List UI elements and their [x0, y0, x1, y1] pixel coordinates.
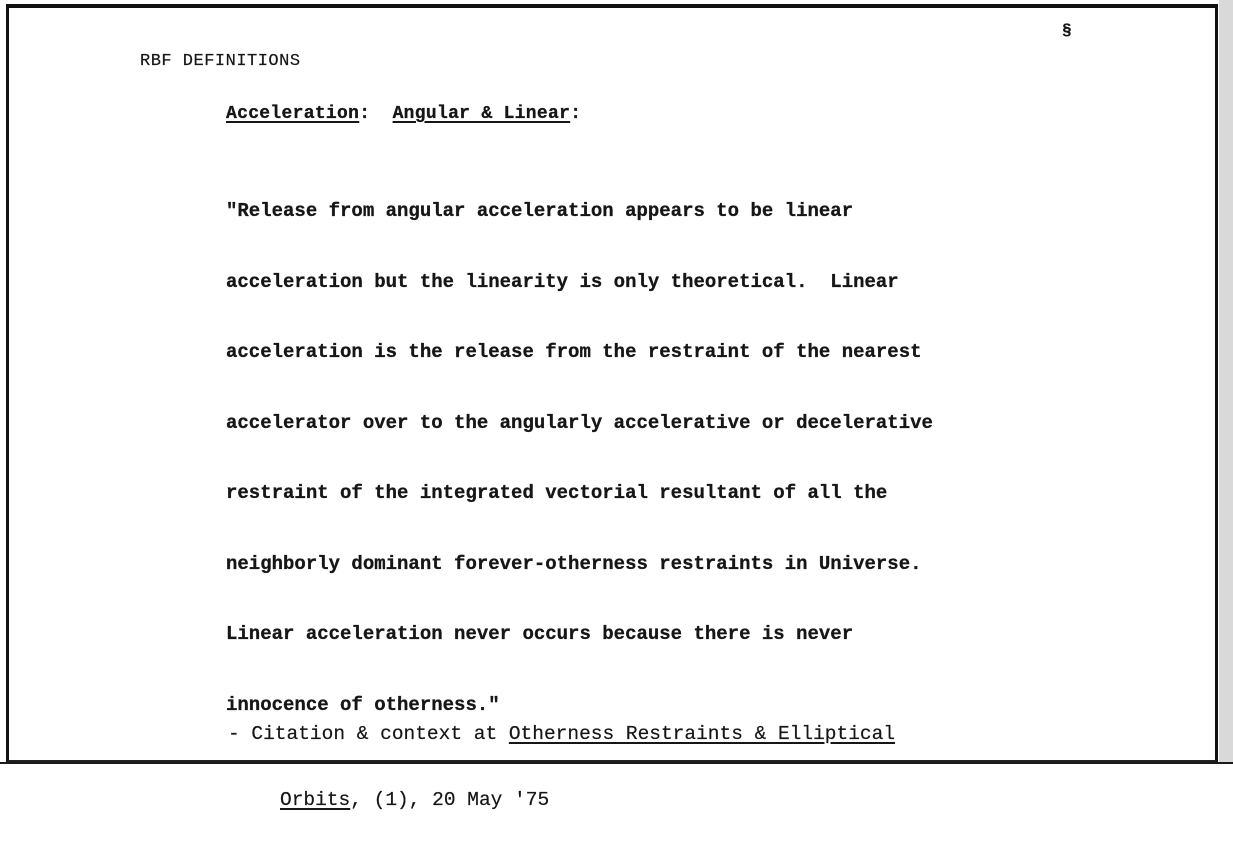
quote-line: acceleration but the linearity is only theoretical. Linear [226, 270, 899, 293]
citation-prefix: - Citation & context at [228, 723, 509, 745]
quote-line: restraint of the integrated vectorial resultant of all the [226, 482, 888, 504]
quote-line: innocence of otherness." [226, 693, 500, 716]
quote-line: acceleration is the release from the restraint of the nearest [226, 341, 922, 363]
quote-line: accelerator over to the angularly accelerative or decelerative [226, 411, 933, 434]
term-end: : [570, 104, 582, 124]
scan-edge-strip [1219, 0, 1233, 775]
page-title: RBF DEFINITIONS [140, 52, 301, 71]
citation-source-title-cont: Orbits [280, 789, 351, 811]
citation [228, 679, 895, 855]
quote-line: "Release from angular acceleration appears to be linear [226, 200, 854, 222]
term-acceleration: Acceleration [226, 104, 360, 124]
quote-line: Linear acceleration never occurs because there is never [226, 623, 854, 645]
term-qualifier: Angular & Linear [392, 104, 571, 124]
corner-mark: § [1062, 22, 1072, 40]
quote-line: neighborly dominant forever-otherness restraints in Universe. [226, 552, 922, 575]
citation-source-title: Otherness Restraints & Elliptical [508, 723, 896, 745]
citation-line-1 [228, 723, 895, 745]
citation-suffix: , (1), 20 May '75 [350, 789, 550, 811]
definition-term [226, 104, 581, 124]
definition-quote [226, 153, 1126, 764]
citation-line-2 [228, 789, 895, 811]
term-separator: : [359, 104, 371, 124]
